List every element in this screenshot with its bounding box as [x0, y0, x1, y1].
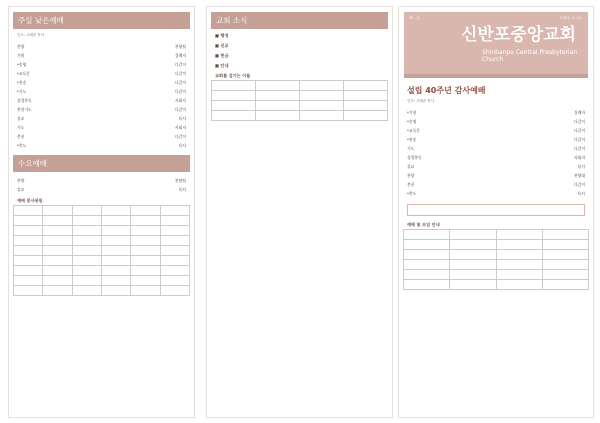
order-role: 다같이 [174, 134, 186, 139]
news-section-heading: ■ 선교 [215, 43, 229, 48]
order-row [407, 189, 585, 198]
table-cell [43, 256, 72, 266]
morning-order [9, 42, 194, 150]
order-value [438, 126, 574, 135]
table-cell [256, 101, 300, 111]
order-role: 찬양팀 [174, 178, 186, 183]
table-header [131, 206, 160, 216]
order-value [42, 176, 175, 185]
table-cell [43, 246, 72, 256]
table-cell [72, 256, 101, 266]
table-cell [14, 226, 43, 236]
meetings-title: 예배 및 모임 안내 [407, 222, 440, 227]
table-cell [450, 230, 496, 240]
table-cell [404, 240, 450, 250]
bulletin-panel-right [398, 6, 594, 418]
order-label: 찬양 [17, 178, 25, 183]
table-cell [450, 240, 496, 250]
table-header [101, 206, 130, 216]
table-cell [496, 270, 542, 280]
table-cell [72, 226, 101, 236]
order-value [434, 135, 574, 144]
table-cell [131, 276, 160, 286]
table-cell [101, 226, 130, 236]
table-row [14, 256, 190, 266]
table-cell [43, 286, 72, 296]
order-value [42, 51, 175, 60]
order-label: 찬양 [17, 44, 25, 49]
order-role: 다같이 [174, 107, 186, 112]
table-cell [450, 280, 496, 290]
church-news-sections [207, 33, 392, 69]
order-label: 설교 [407, 164, 415, 169]
order-role: 집례자 [573, 110, 585, 115]
order-role: 사회자 [174, 125, 186, 130]
table-cell [14, 266, 43, 276]
order-label: 봉헌 [17, 134, 25, 139]
table-cell [300, 81, 344, 91]
table-cell [131, 246, 160, 256]
order-row [17, 96, 186, 105]
table-cell [101, 236, 130, 246]
order-value [42, 123, 175, 132]
church-news-title: 교회 소식 [211, 12, 388, 29]
table-cell [212, 101, 256, 111]
order-role: 다같이 [573, 119, 585, 124]
table-cell [101, 266, 130, 276]
table-cell [344, 81, 388, 91]
table-row [404, 280, 589, 290]
order-value [44, 78, 175, 87]
wednesday-order [9, 176, 194, 194]
table-cell [542, 280, 588, 290]
order-row [17, 123, 186, 132]
table-cell [14, 246, 43, 256]
news-section-heading: ■ 행정 [215, 33, 229, 38]
church-logo-text: 신반포중앙교회 [461, 25, 576, 45]
table-cell [160, 246, 189, 256]
order-value [432, 162, 577, 171]
order-row [17, 78, 186, 87]
table-cell [256, 91, 300, 101]
table-cell [14, 216, 43, 226]
table-cell [131, 266, 160, 276]
order-value [42, 185, 178, 194]
table-header [72, 206, 101, 216]
table-row [212, 111, 388, 121]
table-row [212, 101, 388, 111]
order-value [434, 117, 574, 126]
order-label: 성경봉독 [17, 98, 32, 103]
order-row [17, 87, 186, 96]
table-cell [450, 250, 496, 260]
order-row [17, 42, 186, 51]
table-cell [404, 280, 450, 290]
issue-number: 제 ..호 [409, 15, 420, 20]
order-value [50, 96, 175, 105]
order-row [17, 114, 186, 123]
order-label: 설교 [17, 116, 25, 121]
table-cell [542, 240, 588, 250]
table-row [212, 81, 388, 91]
morning-service-title: 주일 낮은예배 [13, 12, 190, 29]
service-message-box [407, 204, 585, 216]
order-row [17, 141, 186, 150]
table-cell [542, 260, 588, 270]
order-value [432, 171, 574, 180]
table-cell [160, 216, 189, 226]
table-cell [160, 256, 189, 266]
order-label: 기도 [17, 125, 25, 130]
order-value [440, 153, 574, 162]
order-role: 목사 [577, 164, 585, 169]
table-cell [131, 216, 160, 226]
table-row [404, 260, 589, 270]
special-service-order [399, 108, 593, 198]
order-label: *송영 [407, 119, 417, 124]
table-row [14, 286, 190, 296]
order-role: 목사 [178, 143, 186, 148]
order-label: 성경봉독 [407, 155, 422, 160]
table-cell [212, 111, 256, 121]
table-row [14, 246, 190, 256]
table-cell [496, 260, 542, 270]
table-cell [14, 276, 43, 286]
order-label: 봉헌 [407, 182, 415, 187]
order-label: 봉헌기도 [17, 107, 32, 112]
table-cell [300, 91, 344, 101]
order-label: *찬송 [17, 80, 27, 85]
order-role: 다같이 [573, 146, 585, 151]
table-row [404, 230, 589, 240]
order-value [44, 87, 175, 96]
church-ribbon [404, 74, 588, 78]
table-cell [404, 250, 450, 260]
table-row [14, 266, 190, 276]
order-row [407, 126, 585, 135]
table-cell [160, 276, 189, 286]
servers-title: 교회를 섬기는 이들 [215, 73, 251, 78]
order-role: 집례자 [174, 53, 186, 58]
table-cell [212, 91, 256, 101]
order-label: *기도 [17, 89, 27, 94]
order-row [407, 180, 585, 189]
order-role: 사회자 [573, 155, 585, 160]
issue-date: 2021. 2. 21. [560, 15, 583, 20]
table-cell [300, 101, 344, 111]
table-cell [43, 226, 72, 236]
order-label: *찬송 [407, 137, 417, 142]
table-cell [131, 236, 160, 246]
news-section-heading: ■ 헌금 [215, 53, 229, 58]
special-service-title: 설립 40주년 감사예배 [407, 86, 486, 95]
special-service-meta: 인도: 고태준 목사 [407, 99, 435, 103]
order-label: *교독문 [407, 128, 420, 133]
church-header [404, 12, 588, 74]
table-row [404, 250, 589, 260]
order-value [42, 114, 178, 123]
table-cell [72, 266, 101, 276]
service-team-title: 예배 봉사위원 [17, 198, 43, 203]
table-cell [450, 260, 496, 270]
table-cell [404, 260, 450, 270]
table-cell [404, 270, 450, 280]
table-cell [160, 236, 189, 246]
table-cell [131, 256, 160, 266]
order-label: 찬양 [407, 173, 415, 178]
order-row [17, 51, 186, 60]
order-label: *교독문 [17, 71, 30, 76]
table-cell [101, 246, 130, 256]
servers-table [211, 80, 388, 121]
table-cell [14, 286, 43, 296]
order-role: 찬양팀 [174, 44, 186, 49]
order-row [407, 135, 585, 144]
service-team-table [13, 205, 190, 296]
order-value [50, 105, 175, 114]
order-label: *송영 [17, 62, 27, 67]
order-row [407, 162, 585, 171]
order-value [432, 144, 574, 153]
table-cell [300, 111, 344, 121]
table-row [14, 226, 190, 236]
order-role: 다같이 [573, 137, 585, 142]
order-role: 다같이 [174, 71, 186, 76]
order-row [407, 171, 585, 180]
church-english-name: Shinbanpo Central Presbyterian Church [482, 49, 578, 63]
table-row [404, 270, 589, 280]
table-cell [496, 230, 542, 240]
table-cell [542, 270, 588, 280]
table-cell [101, 276, 130, 286]
order-row [17, 185, 186, 194]
table-cell [43, 276, 72, 286]
table-cell [344, 91, 388, 101]
table-cell [496, 240, 542, 250]
order-value [432, 180, 574, 189]
table-cell [101, 216, 130, 226]
bulletin-panel-middle [206, 6, 393, 418]
order-row [17, 105, 186, 114]
order-role: 찬양대 [573, 173, 585, 178]
wednesday-service-title: 수요예배 [13, 155, 190, 172]
table-cell [43, 216, 72, 226]
table-cell [542, 230, 588, 240]
table-cell [404, 230, 450, 240]
order-role: 목사 [178, 116, 186, 121]
meetings-table [403, 229, 589, 290]
table-cell [43, 266, 72, 276]
order-value [434, 108, 574, 117]
news-section-heading: ■ 안내 [215, 63, 229, 68]
table-cell [496, 280, 542, 290]
table-cell [256, 81, 300, 91]
order-label: 설교 [17, 187, 25, 192]
table-cell [72, 236, 101, 246]
table-cell [344, 111, 388, 121]
order-label: *축도 [407, 191, 417, 196]
order-role: 다같이 [573, 182, 585, 187]
order-value [48, 69, 175, 78]
table-cell [160, 226, 189, 236]
table-cell [212, 81, 256, 91]
order-row [407, 108, 585, 117]
table-cell [14, 256, 43, 266]
order-role: 목사 [577, 191, 585, 196]
table-row [212, 91, 388, 101]
order-role: 다같이 [573, 128, 585, 133]
order-role: 사회자 [174, 98, 186, 103]
table-cell [450, 270, 496, 280]
table-header [160, 206, 189, 216]
order-label: *기원 [407, 110, 417, 115]
table-header [43, 206, 72, 216]
table-cell [542, 250, 588, 260]
table-header [14, 206, 43, 216]
table-cell [72, 286, 101, 296]
table-cell [72, 216, 101, 226]
table-row [404, 240, 589, 250]
table-cell [131, 226, 160, 236]
table-cell [496, 250, 542, 260]
order-row [17, 132, 186, 141]
order-role: 다같이 [174, 80, 186, 85]
table-row [14, 276, 190, 286]
order-value [44, 141, 178, 150]
order-row [17, 69, 186, 78]
table-cell [256, 111, 300, 121]
order-value [44, 60, 175, 69]
table-cell [101, 286, 130, 296]
order-label: 기도 [407, 146, 415, 151]
order-row [407, 144, 585, 153]
order-row [17, 176, 186, 185]
order-value [42, 42, 175, 51]
order-role: 다같이 [174, 89, 186, 94]
table-cell [14, 236, 43, 246]
table-row [14, 216, 190, 226]
table-cell [72, 276, 101, 286]
table-cell [72, 246, 101, 256]
order-label: 기원 [17, 53, 25, 58]
order-value [434, 189, 577, 198]
table-cell [131, 286, 160, 296]
order-role: 목사 [178, 187, 186, 192]
order-row [17, 60, 186, 69]
table-cell [160, 266, 189, 276]
table-row [14, 236, 190, 246]
table-cell [344, 101, 388, 111]
table-cell [101, 256, 130, 266]
order-value [42, 132, 175, 141]
table-cell [160, 286, 189, 296]
morning-service-meta: 인도: 고태준 목사 [17, 33, 45, 37]
table-cell [43, 236, 72, 246]
order-row [407, 117, 585, 126]
order-row [407, 153, 585, 162]
order-role: 다같이 [174, 62, 186, 67]
bulletin-panel-left [8, 6, 195, 418]
order-label: *축도 [17, 143, 27, 148]
